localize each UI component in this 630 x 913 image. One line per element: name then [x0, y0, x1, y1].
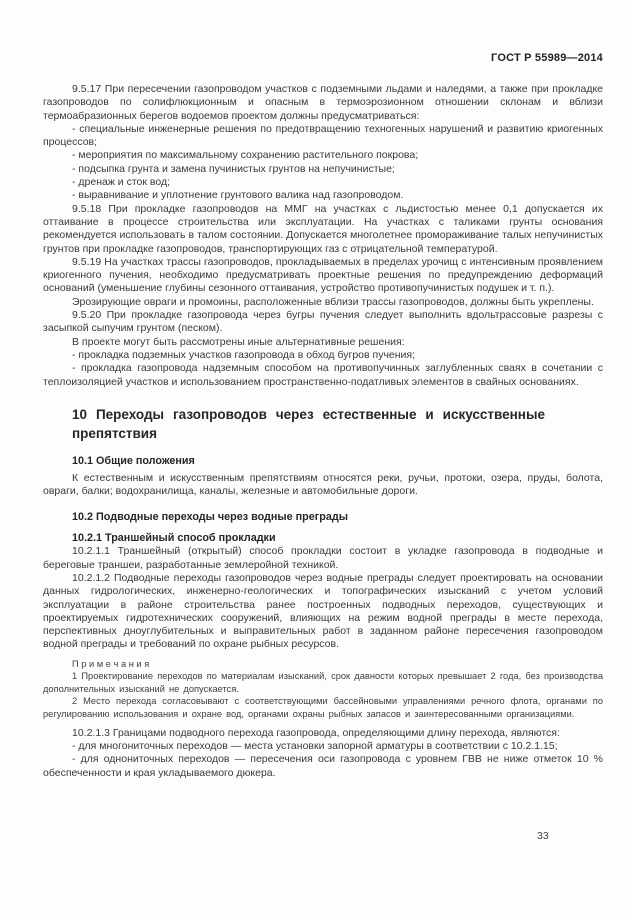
dash-item: - дренаж и сток вод; — [72, 176, 170, 189]
clause-10-2-1-3: 10.2.1.3 Границами подводного перехода газопровода, определяющими длину перехода, являются: — [72, 726, 560, 739]
dash-item: - для однониточных переходов — пересечения оси газопровода с уровнем ГВВ не ниже отметок 10 % обеспеченности и края укладываемого дюкера. — [43, 753, 603, 779]
dash-item: - подсыпка грунта и замена пучинистых грунтов на непучинистые; — [72, 162, 395, 175]
running-header: ГОСТ Р 55989—2014 — [491, 52, 603, 64]
section-10-heading: 10 Переходы газопроводов через естественные и искусственные препятствия — [72, 406, 545, 441]
note-1: 1 Проектирование переходов по материалам изысканий, срок давности которых превышает 2 года, без производства дополнительных изысканий не допускается. — [43, 671, 603, 694]
clause-9-5-19-paragraph: Эрозирующие овраги и промоины, расположенные вблизи трассы газопроводов, должны быть укреплены. — [72, 295, 594, 308]
dash-item: - прокладка газопровода надземным способом на противопучинных заглубленных сваях в сочетании с теплоизоляцией участков и использованием пространственно-податливых элементов в свайных основаниях. — [43, 362, 603, 388]
dash-item: - прокладка подземных участков газопровода в обход бугров пучения; — [72, 348, 416, 361]
subsection-10-1-heading: 10.1 Общие положения — [72, 454, 195, 467]
dash-item: - выравнивание и уплотнение грунтового валика над газопроводом. — [72, 189, 404, 202]
note-2: 2 Место перехода согласовывают с соответствующими бассейновыми управлениями речного флота, органами по регулированию использования и охране вод, органами охраны рыбных запасов и заинтересованными организациями. — [43, 696, 603, 720]
clause-9-5-20: 9.5.20 При прокладке газопровода через бугры пучения следует выполнить вдольтрассовые разрезы с засыпкой сыпучим грунтом (песком). — [43, 309, 603, 335]
notes-label: П р и м е ч а н и я — [72, 658, 150, 669]
clause-9-5-19: 9.5.19 На участках трассы газопроводов, прокладываемых в пределах урочищ с интенсивным проявлением криогенного пучения, необходимо предусматривать проектные решения по предупреждению деформаций оснований (уменьшение глубины сезонного оттаивания, устройство противопучинистых подушек и т. п.). — [43, 255, 603, 295]
clause-10-1-text: К естественным и искусственным препятствиям относятся реки, ручьи, протоки, озера, пруды, болота, овраги, балки; водохранилища, каналы, железные и автомобильные дороги. — [43, 472, 603, 498]
clause-10-2-1-2: 10.2.1.2 Подводные переходы газопроводов через водные преграды следует проектировать на основании данных гидрологических, инженерно-геологических и топографических изысканий с учетом условий эксплуатации в районе строительства ранее построенных подводных переходов, существующих и проектируемых гидротехнических сооружений, влияющих на режим водной преграды в месте перехода, перспективных дноуглубительных и выправительных работ в заданном районе пересечения газопроводом водной преграды и требований по охране рыбных ресурсов. — [43, 571, 603, 651]
clause-9-5-18: 9.5.18 При прокладке газопроводов на ММГ на участках с льдистостью менее 0,1 допускается их оттаивание в процессе строительства или эксплуатации. На участках с таликами грунты основания рекомендуется использовать в талом состоянии. Допускается многолетнее промораживание талых непучинистых грунтов при прокладке газопроводов, транспортирующих газ с отрицательной температурой. — [43, 202, 603, 255]
clause-10-2-1-1: 10.2.1.1 Траншейный (открытый) способ прокладки состоит в укладке газопровода в подводные и береговые траншеи, разработанные землеройной техникой. — [43, 545, 603, 571]
document-content — [43, 83, 603, 780]
dash-item: - мероприятия по максимальному сохранению растительного покрова; — [72, 149, 419, 162]
clause-9-5-20-paragraph: В проекте могут быть рассмотрены иные альтернативные решения: — [72, 335, 405, 348]
page-number: 33 — [537, 830, 549, 842]
clause-9-5-17: 9.5.17 При пересечении газопроводом участков с подземными льдами и наледями, а также при прокладке газопроводов по солифлюкционным и опасным в термоэрозионном отношении склонам и вблизи термоабразионных берегов водоемов проектом должны предусматриваться: — [43, 83, 603, 122]
dash-item: - специальные инженерные решения по предотвращению техногенных нарушений и развитию криогенных процессов; — [43, 122, 603, 149]
subsection-10-2-1-heading: 10.2.1 Траншейный способ прокладки — [72, 532, 276, 545]
dash-item: - для многониточных переходов — места установки запорной арматуры в соответствии с 10.2.1.15; — [72, 739, 558, 752]
subsection-10-2-heading: 10.2 Подводные переходы через водные преграды — [72, 510, 348, 523]
